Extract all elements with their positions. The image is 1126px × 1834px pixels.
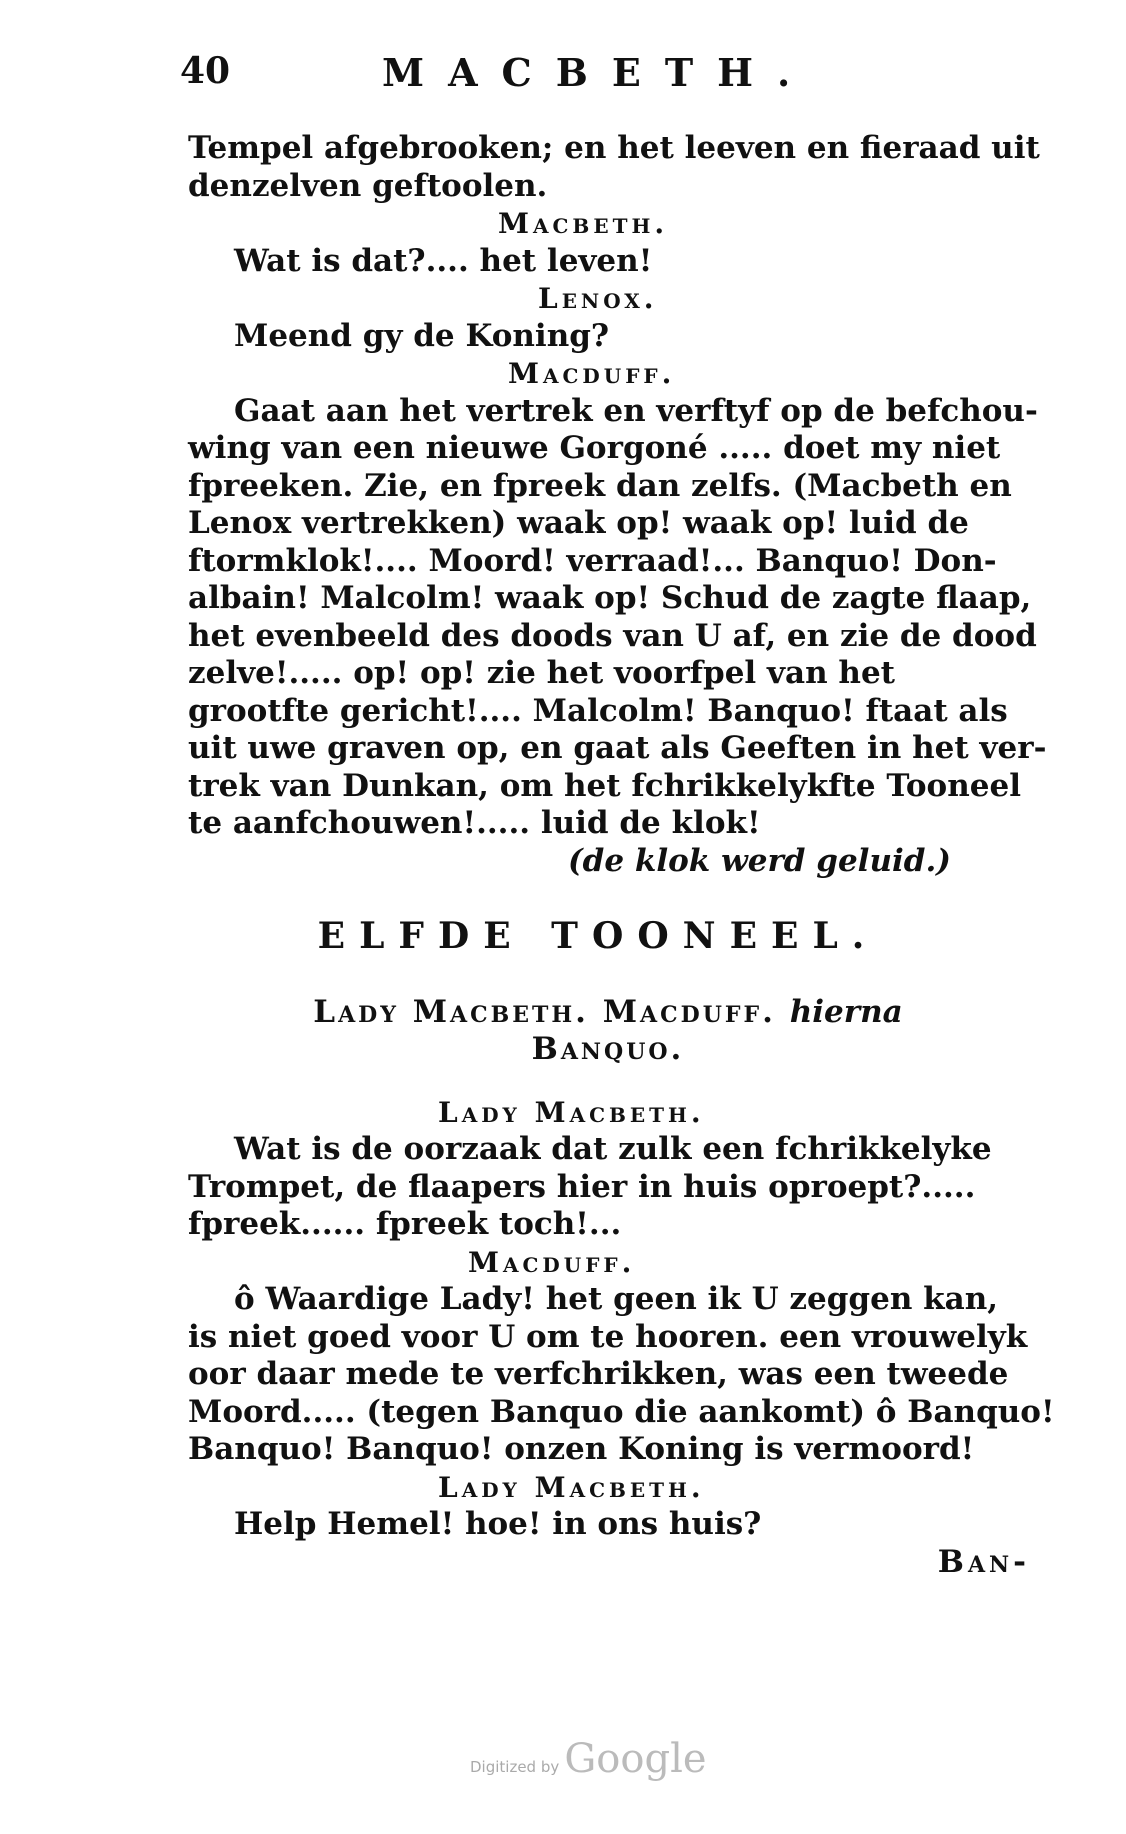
speaker-lady-macbeth: Lady Macbeth.	[438, 1470, 705, 1504]
text-line: wing van een nieuwe Gorgoné ..... doet my niet	[188, 430, 1001, 466]
text-line: uit uwe graven op, en gaat als Geeften in het ver-	[188, 730, 1047, 766]
speaker-lenox: Lenox.	[538, 282, 658, 315]
text-line: het evenbeeld des doods van U af, en zie de dood	[188, 617, 1037, 654]
text-line: zelve!..... op! op! zie het voorfpel van het	[188, 655, 895, 691]
text-line: Banquo! Banquo! onzen Koning is vermoord!	[188, 1431, 975, 1467]
page-number: 40	[180, 50, 231, 92]
text-line: albain! Malcolm! waak op! Schud de zagte flaap,	[188, 580, 1032, 616]
speaker-macduff: Macduff.	[468, 1245, 636, 1279]
text-line: is niet goed voor U om te hooren. een vrouwelyk	[188, 1318, 1028, 1355]
text-line: Gaat aan het vertrek en verftyf op de befchou-	[234, 392, 1038, 429]
page-header	[172, 50, 1052, 100]
page-text	[188, 130, 1055, 1581]
text-line: fpreeken. Zie, en fpreek dan zelfs. (Macbeth en	[188, 467, 1012, 504]
speaker-macduff: Macduff.	[508, 357, 676, 390]
cast-hierna: hierna	[789, 993, 903, 1030]
watermark-small: Digitized by	[470, 1758, 560, 1776]
digitized-watermark	[470, 1736, 707, 1782]
cast-names: Lady Macbeth. Macduff.	[313, 993, 776, 1030]
google-logo: Google	[564, 1736, 707, 1782]
speaker-lady-macbeth: Lady Macbeth.	[438, 1095, 705, 1129]
spacer	[188, 880, 1048, 918]
scene-heading: ELFDE TOONEEL.	[317, 915, 879, 957]
text-line: Meend gy de Koning?	[234, 317, 610, 354]
text-line: Trompet, de flaapers hier in huis oproept?.....	[188, 1168, 976, 1205]
text-line: Moord..... (tegen Banquo die aankomt) ô Banquo!	[188, 1393, 1055, 1430]
text-line: Wat is dat?.... het leven!	[234, 242, 653, 279]
text-line: Lenox vertrekken) waak op! waak op! luid de	[188, 505, 969, 541]
speaker-macbeth: Macbeth.	[498, 207, 669, 240]
text-line: ô Waardige Lady! het geen ik U zeggen kan,	[234, 1281, 999, 1317]
text-line: denzelven geftoolen.	[188, 167, 548, 204]
spacer	[188, 956, 1048, 994]
cast-list	[188, 994, 1048, 1032]
text-line: te aanfchouwen!..... luid de klok!	[188, 805, 761, 841]
text-line: trek van Dunkan, om het fchrikkelykfte Tooneel	[188, 767, 1021, 804]
text-line: Help Hemel! hoe! in ons huis?	[234, 1506, 762, 1542]
running-title: MACBETH.	[382, 50, 815, 95]
stage-direction: (de klok werd geluid.)	[568, 842, 951, 879]
text-line: ftormklok!.... Moord! verraad!... Banquo! Don-	[188, 542, 997, 579]
spacer	[188, 1069, 1048, 1094]
text-line: grootfte gericht!.... Malcolm! Banquo! ftaat als	[188, 692, 1008, 729]
text-line: oor daar mede te verfchrikken, was een tweede	[188, 1356, 1009, 1392]
text-line: fpreek...... fpreek toch!...	[188, 1206, 622, 1242]
text-line: Wat is de oorzaak dat zulk een fchrikkelyke	[234, 1131, 992, 1167]
catchword: Ban-	[937, 1543, 1030, 1580]
text-line: Tempel afgebrooken; en het leeven en fieraad uit	[188, 130, 1040, 166]
cast-banquo: Banquo.	[531, 1031, 685, 1067]
